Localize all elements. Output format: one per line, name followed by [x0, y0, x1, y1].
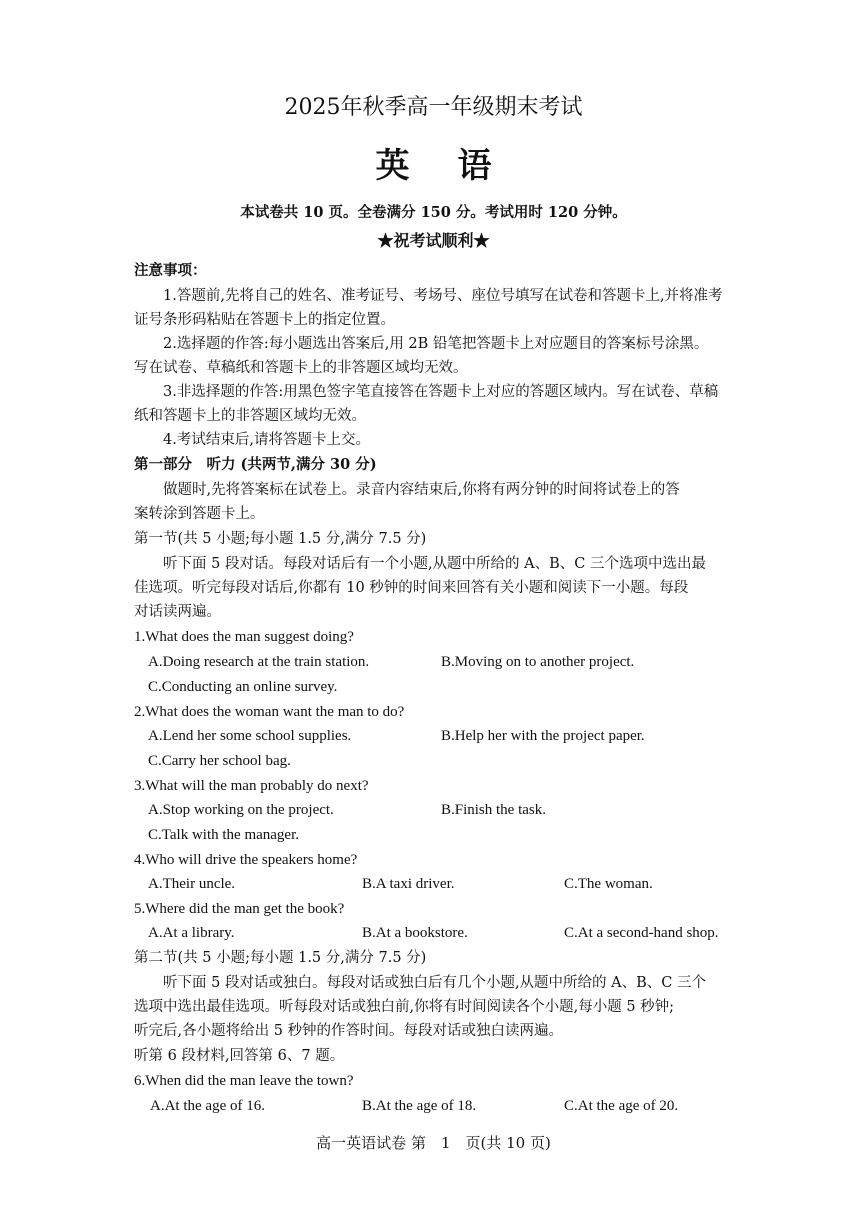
- question-1-option-a: A.Doing research at the train station.: [148, 654, 370, 670]
- question-2-stem: 2.What does the woman want the man to do?: [134, 704, 405, 720]
- question-6-option-a: A.At the age of 16.: [150, 1098, 265, 1114]
- section2-intro: 听完后,各小题将给出 5 秒钟的作答时间。每段对话或独白读两遍。: [134, 1023, 564, 1039]
- question-5-option-b: B.At a bookstore.: [362, 925, 468, 941]
- page-footer: 高一英语试卷 第 1 页(共 10 页): [316, 1134, 551, 1152]
- part1-intro: 案转涂到答题卡上。: [134, 506, 265, 522]
- notes-line: 证号条形码粘贴在答题卡上的指定位置。: [134, 312, 395, 328]
- section1-heading: 第一节(共 5 小题;每小题 1.5 分,满分 7.5 分): [134, 531, 427, 547]
- question-1-option-c: C.Conducting an online survey.: [148, 679, 338, 695]
- question-3-stem: 3.What will the man probably do next?: [134, 778, 369, 794]
- part1-intro: 做题时,先将答案标在试卷上。录音内容结束后,你将有两分钟的时间将试卷上的答: [163, 482, 680, 498]
- material-instruction: 听第 6 段材料,回答第 6、7 题。: [134, 1048, 345, 1064]
- question-4-option-c: C.The woman.: [564, 876, 653, 892]
- section1-intro: 对话读两遍。: [134, 604, 221, 620]
- exam-title: 2025年秋季高一年级期末考试: [284, 95, 583, 120]
- question-4-option-a: A.Their uncle.: [148, 876, 236, 892]
- question-3-option-a: A.Stop working on the project.: [148, 802, 334, 818]
- section2-intro: 选项中选出最佳选项。听每段对话或独白前,你将有时间阅读各个小题,每小题 5 秒钟;: [134, 999, 675, 1015]
- question-5-option-a: A.At a library.: [148, 925, 235, 941]
- part1-heading: 第一部分 听力 (共两节,满分 30 分): [134, 456, 377, 473]
- notes-heading: 注意事项：: [134, 262, 207, 279]
- question-5-option-c: C.At a second-hand shop.: [564, 925, 719, 941]
- subject-title: 英语: [375, 146, 540, 186]
- question-3-option-c: C.Talk with the manager.: [148, 827, 299, 843]
- question-2-option-c: C.Carry her school bag.: [148, 753, 291, 769]
- section1-intro: 听下面 5 段对话。每段对话后有一个小题,从题中所给的 A、B、C 三个选项中选出最: [163, 556, 706, 572]
- notes-line: 4.考试结束后,请将答题卡上交。: [163, 432, 370, 448]
- question-6-stem: 6.When did the man leave the town?: [134, 1073, 354, 1089]
- question-2-option-a: A.Lend her some school supplies.: [148, 728, 352, 744]
- section2-heading: 第二节(共 5 小题;每小题 1.5 分,满分 7.5 分): [134, 950, 427, 966]
- notes-line: 写在试卷、草稿纸和答题卡上的非答题区域均无效。: [134, 360, 468, 376]
- notes-line: 纸和答题卡上的非答题区域均无效。: [134, 408, 366, 424]
- notes-line: 2.选择题的作答:每小题选出答案后,用 2B 铅笔把答题卡上对应题目的答案标号涂黑。: [163, 336, 709, 352]
- question-6-option-b: B.At the age of 18.: [362, 1098, 477, 1114]
- question-1-option-b: B.Moving on to another project.: [441, 654, 635, 670]
- question-1-stem: 1.What does the man suggest doing?: [134, 629, 354, 645]
- exam-info: 本试卷共 10 页。全卷满分 150 分。考试用时 120 分钟。: [240, 204, 627, 221]
- question-6-option-c: C.At the age of 20.: [564, 1098, 679, 1114]
- question-3-option-b: B.Finish the task.: [441, 802, 547, 818]
- notes-line: 3.非选择题的作答:用黑色签字笔直接答在答题卡上对应的答题区域内。写在试卷、草稿: [163, 384, 719, 400]
- question-2-option-b: B.Help her with the project paper.: [441, 728, 645, 744]
- notes-line: 1.答题前,先将自己的姓名、准考证号、考场号、座位号填写在试卷和答题卡上,并将准考: [163, 288, 723, 304]
- question-4-option-b: B.A taxi driver.: [362, 876, 455, 892]
- question-4-stem: 4.Who will drive the speakers home?: [134, 852, 358, 868]
- section1-intro: 佳选项。听完每段对话后,你都有 10 秒钟的时间来回答有关小题和阅读下一小题。每段: [134, 580, 689, 596]
- good-luck-banner: ★祝考试顺利★: [377, 231, 490, 250]
- question-5-stem: 5.Where did the man get the book?: [134, 901, 345, 917]
- section2-intro: 听下面 5 段对话或独白。每段对话或独白后有几个小题,从题中所给的 A、B、C 三个: [163, 975, 706, 991]
